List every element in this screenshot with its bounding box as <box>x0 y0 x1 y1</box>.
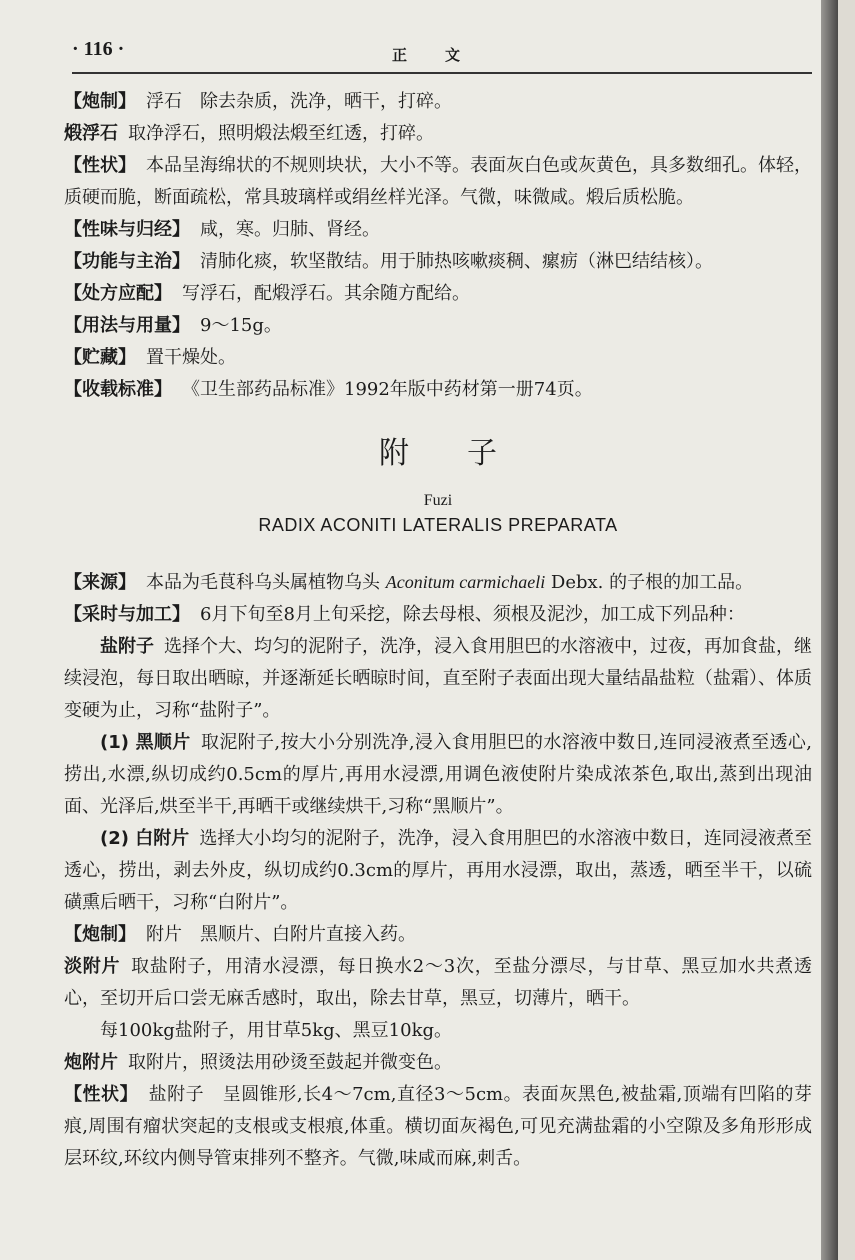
paragraph-text: 置干燥处。 <box>146 347 236 368</box>
paragraph-text: 写浮石，配煅浮石。其余随方配给。 <box>182 283 470 304</box>
page-number: · 116 · <box>72 38 125 60</box>
paragraph-text: 选择个大、均匀的泥附子，洗净，浸入食用胆巴的水溶液中，过夜，再加食盐，继续浸泡，每日取出晒晾，并逐渐延长晒晾时间，直至附子表面出现大量结晶盐粒（盐霜）、体质变硬为止，习称“盐附子”。 <box>64 636 812 721</box>
section-label: 煅浮石 <box>64 123 118 144</box>
text-paragraph <box>64 599 812 631</box>
species-name: Aconitum carmichaeli <box>385 572 546 592</box>
section-label: 淡附片 <box>64 956 121 977</box>
text-paragraph <box>64 342 812 374</box>
entry-title: 附子 <box>379 436 555 471</box>
paragraph-text: 咸，寒。归肺、肾经。 <box>200 219 380 240</box>
text-paragraph <box>64 727 812 823</box>
paragraph-text: 取泥附子,按大小分别洗净,浸入食用胆巴的水溶液中数日,连同浸液煮至透心,捞出,水漂,纵切成约0.5cm的厚片,再用水浸漂,用调色液使附片染成浓茶色,取出,蒸到出现油面、光泽后,烘至半干,再晒干或继续烘干,习称“黑顺片”。 <box>64 732 812 817</box>
text-paragraph <box>64 823 812 919</box>
section-label: 盐附子 <box>100 636 154 657</box>
text-paragraph <box>64 214 812 246</box>
text-paragraph <box>64 1015 812 1047</box>
entry-pinyin: Fuzi <box>423 492 453 509</box>
paragraph-text: 取盐附子，用清水浸漂，每日换水2～3次，至盐分漂尽，与甘草、黑豆加水共煮透心，至切开后口尝无麻舌感时，取出，除去甘草，黑豆，切薄片，晒干。 <box>64 956 813 1009</box>
running-title: 正文 <box>392 46 499 64</box>
text-paragraph <box>64 246 812 278</box>
source-paragraph <box>64 566 812 599</box>
section-label: 【采时与加工】 <box>64 604 190 625</box>
header-rule <box>72 72 812 74</box>
text-paragraph <box>64 374 812 406</box>
paragraph-text: 取净浮石，照明煅法煅至红透，打碎。 <box>128 123 434 144</box>
entry-latin-name: RADIX ACONITI LATERALIS PREPARATA <box>258 515 618 535</box>
section-label: 【收载标准】 <box>64 379 172 400</box>
text-paragraph <box>64 150 812 214</box>
section-label: 【处方应配】 <box>64 283 172 304</box>
section-label: (1) 黑顺片 <box>100 732 191 753</box>
text-paragraph <box>64 86 812 118</box>
source-text-tail: Debx. 的子根的加工品。 <box>545 572 754 593</box>
paragraph-text: 附片 黑顺片、白附片直接入药。 <box>146 924 416 945</box>
text-paragraph <box>64 951 812 1015</box>
section-label: 【性味与归经】 <box>64 219 190 240</box>
text-paragraph <box>64 118 812 150</box>
paragraph-text: 盐附子 呈圆锥形,长4～7cm,直径3～5cm。表面灰黑色,被盐霜,顶端有凹陷的芽痕,周围有瘤状突起的支根或支根痕,体重。横切面灰褐色,可见充满盐霜的小空隙及多角形形成层环纹,环纹内侧导管束排列不整齐。气微,味咸而麻,刺舌。 <box>64 1084 813 1169</box>
paragraph-text: 《卫生部药品标准》1992年版中药材第一册74页。 <box>182 379 593 400</box>
paragraph-text: 本品呈海绵状的不规则块状，大小不等。表面灰白色或灰黄色，具多数细孔。体轻，质硬而脆，断面疏松，常具玻璃样或绢丝样光泽。气微，味微咸。煅后质松脆。 <box>64 155 812 208</box>
text-paragraph <box>64 1047 812 1079</box>
text-paragraph <box>64 631 812 727</box>
section-label: 【功能与主治】 <box>64 251 190 272</box>
paragraph-text: 清肺化痰，软坚散结。用于肺热咳嗽痰稠、瘰疬（淋巴结结核）。 <box>200 251 713 272</box>
page-content <box>64 86 812 1175</box>
paragraph-text: 9～15g。 <box>200 315 282 336</box>
paragraph-text: 取附片，照烫法用砂烫至鼓起并微变色。 <box>128 1052 452 1073</box>
section-label: (2) 白附片 <box>100 828 190 849</box>
paragraph-text: 6月下旬至8月上旬采挖，除去母根、须根及泥沙，加工成下列品种： <box>200 604 745 625</box>
previous-entry-section <box>64 86 812 406</box>
page-header <box>72 38 812 74</box>
source-text: 本品为毛茛科乌头属植物乌头 <box>146 572 380 593</box>
section-label: 【性状】 <box>64 155 136 176</box>
paragraph-text: 浮石 除去杂质，洗净，晒干，打碎。 <box>146 91 452 112</box>
text-paragraph <box>64 1079 812 1175</box>
section-label: 【用法与用量】 <box>64 315 190 336</box>
text-paragraph <box>64 919 812 951</box>
section-label: 【炮制】 <box>64 91 136 112</box>
text-paragraph <box>64 310 812 342</box>
entry-body-section <box>64 599 812 1175</box>
paragraph-text: 每100kg盐附子，用甘草5kg、黑豆10kg。 <box>100 1020 453 1041</box>
paragraph-text: 选择大小均匀的泥附子，洗净，浸入食用胆巴的水溶液中数日，连同浸液煮至透心，捞出，剥去外皮，纵切成约0.3cm的厚片，再用水浸漂，取出，蒸透，晒至半干，以硫磺熏后晒干，习称“白附片”。 <box>64 828 812 913</box>
page-edge-shadow <box>821 0 838 1260</box>
section-label: 【性状】 <box>64 1084 139 1105</box>
text-paragraph <box>64 278 812 310</box>
section-label: 【来源】 <box>64 572 136 593</box>
section-label: 炮附片 <box>64 1052 118 1073</box>
section-label: 【贮藏】 <box>64 347 136 368</box>
section-label: 【炮制】 <box>64 924 136 945</box>
